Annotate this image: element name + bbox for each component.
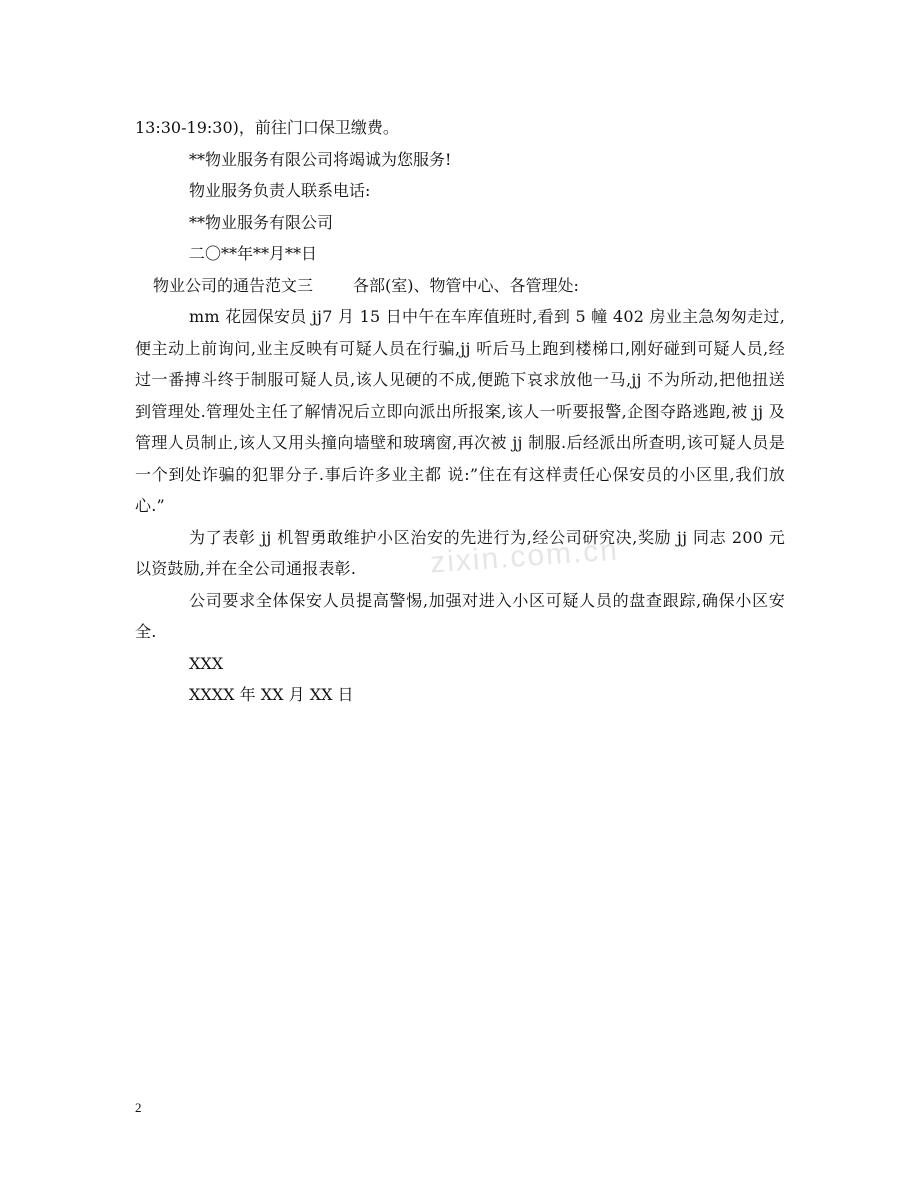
paragraph-commendation: 为了表彰 jj 机智勇敢维护小区治安的先进行为,经公司研究决,奖励 jj 同志 200 元以资鼓励,并在全公司通报表彰. <box>135 527 785 578</box>
watermark: zixin.com.cn <box>429 533 620 580</box>
paragraph-requirement: 公司要求全体保安人员提高警惕,加强对进入小区可疑人员的盘查跟踪,确保小区安全. <box>135 590 785 641</box>
page-number: 2 <box>135 1100 142 1115</box>
paragraph-incident: mm 花园保安员 jj7 月 15 日中午在车库值班时,看到 5 幢 402 房业主急匆匆走过,便主动上前询问,业主反映有可疑人员在行骗,jj 听后马上跑到楼梯口,刚好碰到可疑人员,经过一番搏斗终于制服可疑人员,该人见硬的不成,便跪下哀求放他一马,jj 不为所动,把他扭送到管理处.管理处主任了解情况后立即向派出所报案,该人一听要报警,企图夺路逃跑,被 jj 及管理人员制止,该人又用头撞向墙壁和玻璃窗,再次被 jj 制服.后经派出所查明,该可疑人员是一个到处诈骗的犯罪分子.事后许多业主都 说:”住在有这样责任心保安员的小区里,我们放心.” <box>135 307 785 515</box>
signature-date: XXXX 年 XX 月 XX 日 <box>189 685 354 704</box>
company-signature: **物业服务有限公司 <box>189 212 334 232</box>
section-heading-line <box>135 270 785 302</box>
continued-line: 13:30-19:30)，前往门口保卫缴费。 <box>135 118 399 137</box>
signature: XXX <box>189 653 224 673</box>
document-body <box>135 112 785 711</box>
addressee: 各部(室)、物管中心、各管理处: <box>353 275 579 295</box>
service-pledge: **物业服务有限公司将竭诚为您服务! <box>189 149 452 169</box>
notice-date: 二〇**年**月**日 <box>189 244 318 263</box>
section-title: 物业公司的通告范文三 <box>153 275 314 295</box>
contact-phone-label: 物业服务负责人联系电话: <box>189 181 371 200</box>
